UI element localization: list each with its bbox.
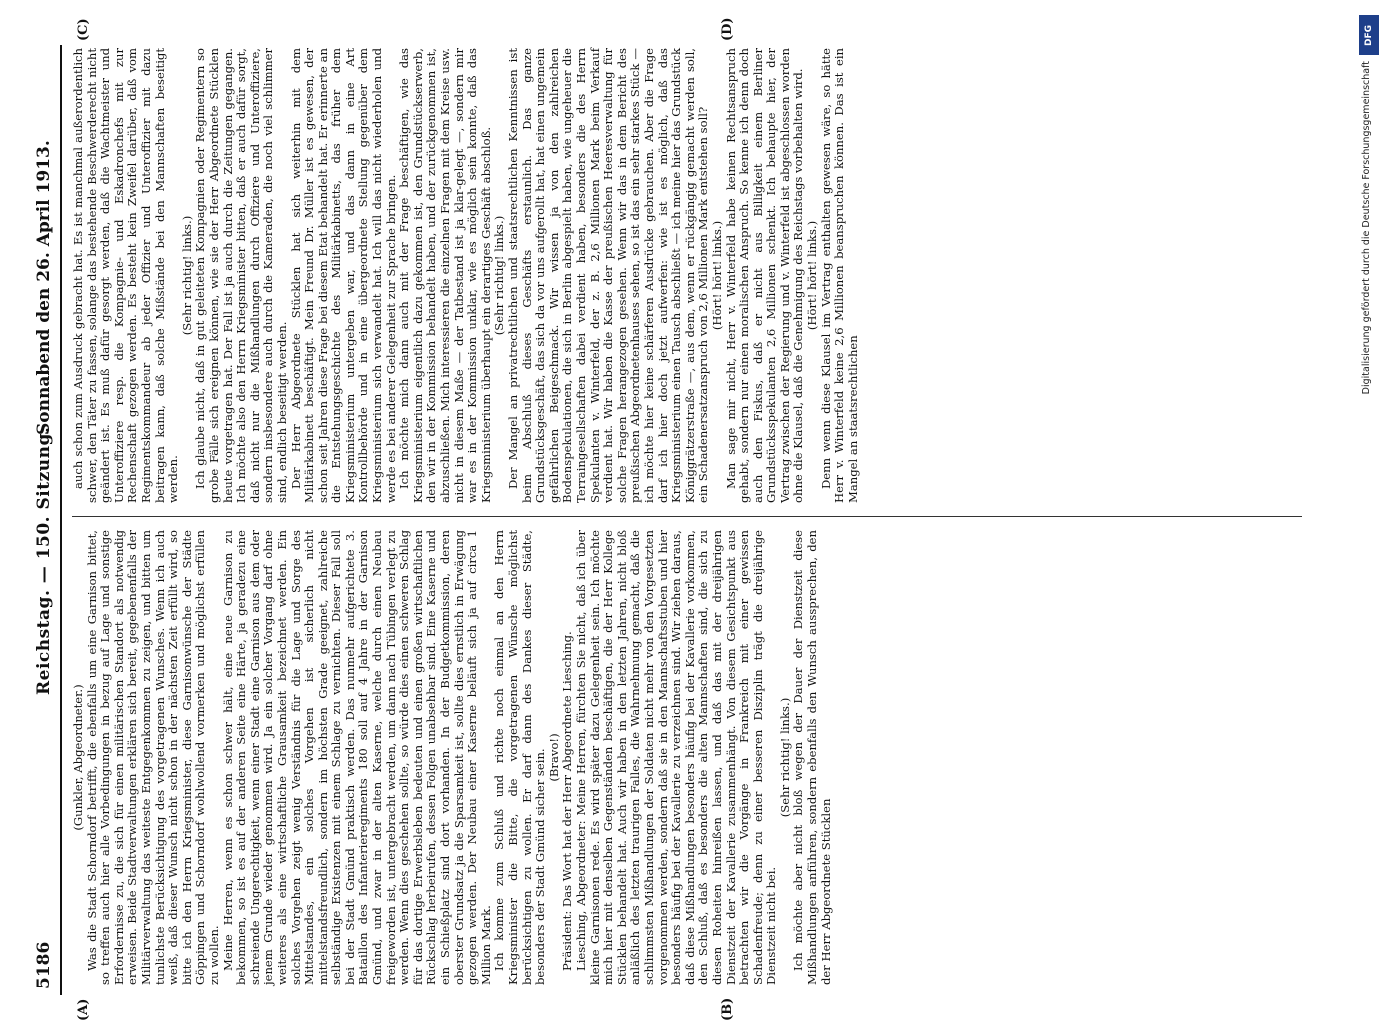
page-header bbox=[30, 45, 62, 995]
session-title: Reichstag. — 150. Sitzung. bbox=[34, 426, 54, 695]
margin-mark-d: (D) bbox=[720, 17, 735, 41]
paragraph: Ich möchte mich dann auch mit der Frage beschäftigen, wie das Kriegsministerium eigentlich dazu gekommen ist, den Grundstückserwerb, den wir in der Kommission behandelt haben, und der zurückgenommen ist, abzuschließen. Mich interessieren die einzelnen Fragen mit dem Kreise usw. nicht in diesem Maße — der Tatbestand ist ja klar-gelegt —, sondern mir war es in der Kommission unklar, wie es möglich sein konnte, daß das Kriegsministerium überhaupt ein derartiges Geschäft abschloß. bbox=[397, 48, 493, 503]
paragraph: Präsident: Das Wort hat der Herr Abgeordnete Liesching. bbox=[560, 631, 575, 971]
paragraph: (Hört! hört! links.) bbox=[709, 220, 724, 331]
column-divider bbox=[72, 516, 1302, 517]
paragraph: Ich möchte aber nicht bloß wegen der Dauer der Dienstzeit diese Mißhandlungen anführen, sondern ebenfalls den Wunsch aussprechen, den der Herr Abgeordnete Stücklen bbox=[791, 530, 833, 985]
paragraph: Was die Stadt Schorndorf betrifft, die ebenfalls um eine Garnison bittet, so treffen auch hier alle Vorbedingungen in bezug auf Lage und sonstige Erfordernisse zu, die sich für einen militärischen Standort als notwendig erweisen. Beide Stadtverwaltungen erklären sich bereit, gegebenenfalls der Militärverwaltung das weiteste Entgegenkommen zu zeigen, und bitten um tunlichste Berücksichtigung des vorgetragenen Wunsches. Wenn ich auch weiß, daß dieser Wunsch nicht schon in der nächsten Zeit erfüllt wird, so bitte ich den Herrn Kriegsminister, diese Garnisonwünsche der Städte Göppingen und Schorndorf wohlwollend vormerken und möglichst erfüllen zu wollen. bbox=[84, 530, 221, 985]
paragraph: Liesching, Abgeordneter: Meine Herren, fürchten Sie nicht, daß ich über kleine Garnisonen rede. Es wird später dazu Gelegenheit sein. Ich möchte mich hier mit denselben Gegenständen beschäftigen, die der Herr Kollege Stücklen behandelt hat. Auch wir haben in den letzten Jahren, nicht bloß anläßlich des letzten traurigen Falles, die Wahrnehmung gemacht, daß die schlimmsten Mißhandlungen der Soldaten nicht mehr von den Vorgesetzten vorgenommen werden, sondern daß sie in den Mannschaftsstuben und hier besonders häufig bei der Kavallerie zu verzeichnen sind. Wir ziehen daraus, daß diese Mißhandlungen besonders häufig bei der Kavallerie vorkommen, den Schluß, daß es besonders die alten Mannschaften sind, die sich zu diesen Roheiten hinreißen lassen, und daß das mit der dreijährigen Dienstzeit der Kavallerie zusammenhängt. Von diesem Gesichtspunkt aus betrachten wir die Vorgänge in Frankreich mit einer gewissen Schadenfreude; denn zu einer besseren Disziplin trägt die dreijährige Dienstzeit nicht bei. bbox=[573, 530, 779, 985]
dfg-badge: DFG bbox=[1359, 15, 1379, 55]
left-column bbox=[72, 530, 833, 985]
paragraph: (Gunkler, Abgeordneter.) bbox=[71, 684, 85, 831]
paragraph: Ich glaube nicht, daß in gut geleiteten Kompagnien oder Regimentern so grobe Fälle sich ereignen können, wie sie der Herr Abgeordnete Stücklen heute vorgetragen hat. Der Fall ist ja auch durch die Zeitungen gegangen. Ich möchte also den Herrn Kriegsminister bitten, daß er auch dafür sorgt, daß nicht nur die Mißhandlungen durch Offiziere und Unteroffiziere, sondern insbesondere auch durch die Kameraden, die noch viel schlimmer sind, endlich beseitigt werden. bbox=[193, 48, 289, 503]
paragraph: Meine Herren, wenn es schon schwer hält, eine neue Garnison zu bekommen, so ist es auf der anderen Seite eine Härte, ja geradezu eine schreiende Ungerechtigkeit, wenn einer Stadt eine Garnison aus dem oder jenem Grunde wieder genommen wird. Ja ein solcher Vorgang darf ohne weiteres als eine wirtschaftliche Grausamkeit bezeichnet werden. Ein solches Vorgehen zeigt wenig Verständnis für die Lage und Sorge des Mittelstandes, ein solches Vorgehen ist sicherlich nicht mittelstandsfreundlich, sondern im höchsten Grade geeignet, zahlreiche selbständige Existenzen mit einem Schlage zu vernichten. Dieser Fall soll bei der Stadt Gmünd praktisch werden. Das nunmehr aufgerichtete 3. Bataillon des Infanterieregiments 180 soll auf 4 Jahre in der Garnison Gmünd, und zwar in der alten Kaserne, welche durch einen Neubau freigeworden ist, untergebracht werden, um dann nach Tübingen verlegt zu werden. Wenn dies geschehen sollte, so würde dies einen schweren Schlag für das dortige Erwerbsleben bedeuten und einen großen wirtschaftlichen Rückschlag herbeirufen, dessen Folgen unabsehbar sind. Eine Kaserne und ein Schießplatz sind dort vorhanden. In der Budgetkommission, deren oberster Grundsatz ja die Sparsamkeit ist, sollte dies ernstlich in Erwägung gezogen werden. Der Neubau einer Kaserne beläuft sich ja auf circa 1 Million Mark. bbox=[220, 530, 493, 985]
right-column bbox=[72, 48, 860, 503]
paragraph: Ich komme zum Schluß und richte noch einmal an den Herrn Kriegsminister die Bitte, die vorgetragenen Wünsche möglichst berücksichtigen zu wollen. Er darf dann des Dankes dieser Städte, besonders der Stadt Gmünd sicher sein. bbox=[492, 530, 548, 985]
session-date: Sonnabend den 26. April 1913. bbox=[34, 140, 54, 435]
margin-mark-b: (B) bbox=[720, 997, 735, 1021]
paragraph: (Sehr richtig! links.) bbox=[777, 697, 792, 818]
paragraph: (Sehr richtig! links.) bbox=[179, 215, 194, 336]
margin-mark-c: (C) bbox=[76, 18, 91, 41]
paragraph: Denn wenn diese Klausel im Vertrag enthalten gewesen wäre, so hätte Herr v. Winterfeld keine 2,6 Millionen beanspruchen können. Das ist ein Mangel an staatsrechtlichen bbox=[818, 48, 860, 503]
paragraph: (Sehr richtig! links.) bbox=[492, 215, 507, 336]
dfg-note-text: Digitalisierung gefördert durch die Deutsche Forschungsgemeinschaft bbox=[1361, 61, 1372, 395]
paragraph: Der Mangel an privatrechtlichen und staatsrechtlichen Kenntnissen ist beim Abschluß dieses Geschäfts erstaunlich. Das ganze Grundstücksgeschäft, das sich da vor uns aufgerollt hat, hat einen ungemein gefährlichen Beigeschmack. Wir wissen ja von den zahlreichen Bodenspekulationen, die sich in Berlin abgespielt haben, wie ungeheuer die Terraingesellschaften dabei verdient haben, besonders die des Herrn Spekulanten v. Winterfeld, der z. B. 2,6 Millionen Mark beim Verkauf verdient hat. Wir haben die Kasse der preußischen Heeresverwaltung für solche Fragen herangezogen gesehen. Wenn wir das in dem Bericht des preußischen Abgeordnetenhauses sehen, so ist das ein sehr starkes Stück — ich möchte hier keine schärferen Ausdrücke gebrauchen. Aber die Frage darf ich hier doch jetzt aufwerfen: wie ist es möglich, daß das Kriegsministerium einen Tausch abschließt — ich meine hier das Grundstück Königgrätzerstraße —, aus dem, wenn er rückgängig gemacht werden soll, ein Schadenersatzanspruch von 2,6 Millionen Mark entstehen soll? bbox=[506, 48, 711, 503]
paragraph: Man sage mir nicht, Herr v. Winterfeld habe keinen Rechtsanspruch gehabt, sondern nur einen moralischen Anspruch. So kenne ich denn doch auch den Fiskus, daß er nicht aus Billigkeit einem Berliner Grundstücksspekulanten 2,6 Millionen schenkt. Ich behaupte hier, der Vertrag zwischen der Regierung und v. Winterfeld ist abgeschlossen worden ohne die Klausel, daß die Genehmigung des Reichstags vorbehalten wird. bbox=[723, 48, 806, 503]
dfg-side-note bbox=[1359, 15, 1379, 985]
rotated-page-content bbox=[30, 17, 1320, 1021]
margin-mark-a: (A) bbox=[76, 998, 91, 1021]
page-number: 5186 bbox=[34, 941, 54, 989]
paragraph: (Hört! hört! links.) bbox=[805, 220, 820, 331]
paragraph: Der Herr Abgeordnete Stücklen hat sich weiterhin mit dem Militärkabinett beschäftigt. Mein Freund Dr. Müller ist es gewesen, der schon seit Jahren diese Frage bei diesem Etat behandelt hat. Er erinnerte an die Entstehungsgeschichte des Militärkabinetts, das früher dem Kriegsministerium untergeben war, und das dann in eine Art Kontrollbehörde und in eine übergeordnete Stellung gegenüber dem Kriegsministerium sich verwandelt hat. Ich will das nicht wiederholen und werde es bei anderer Gelegenheit zur Sprache bringen. bbox=[288, 48, 398, 503]
paragraph: (Bravo!) bbox=[546, 733, 561, 782]
paragraph: auch schon zum Ausdruck gebracht hat. Es ist manchmal außerordentlich schwer, den Täter zu fassen, solange das bestehende Beschwerderecht nicht geändert ist. Es muß dafür gesorgt werden, daß die Wachtmeister und Unteroffiziere resp. die Kompagnie- und Eskadronchefs mit zur Rechenschaft gezogen werden. Es besteht kein Zweifel darüber, daß vom Regimentskommandeur ab jeder Offizier und Unteroffizier mit dazu beitragen kann, daß solche Mißstände bei den Mannschaften beseitigt werden. bbox=[71, 48, 181, 503]
